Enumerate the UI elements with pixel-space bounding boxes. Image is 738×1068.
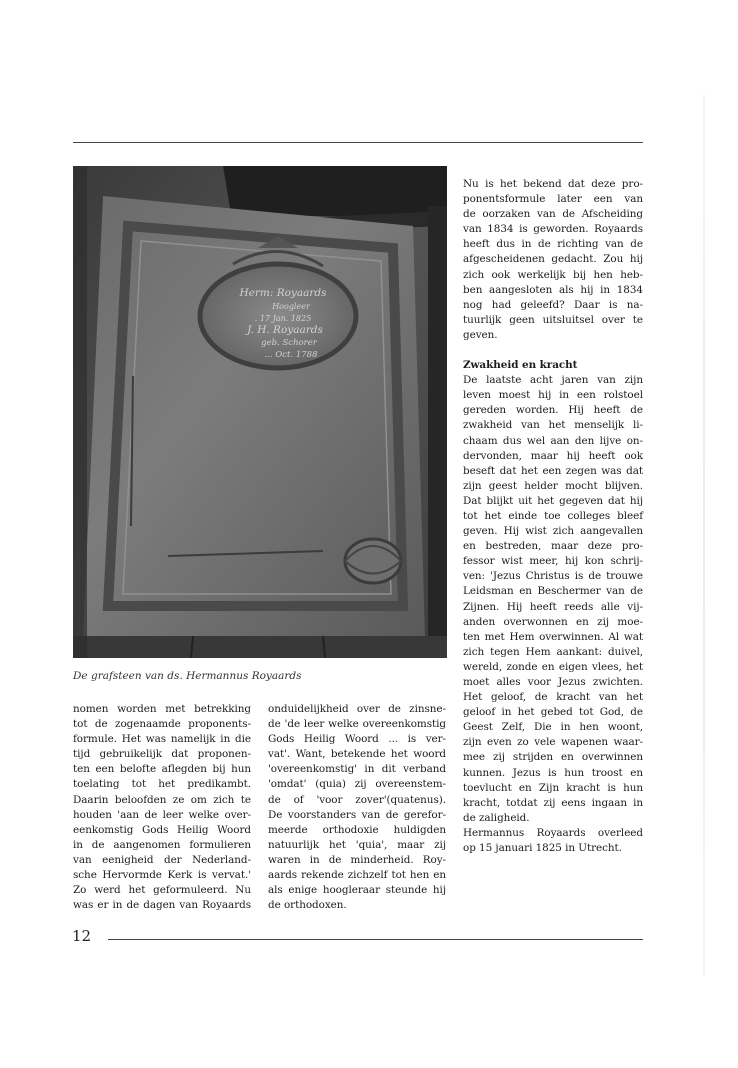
text-line: nomen worden met betrekking [73,703,251,715]
text-line: meerde orthodoxie huldigden [268,823,446,836]
page-number: 12 [72,927,92,945]
text-line: de of 'voor zover'(quatenus). [268,793,446,806]
text-line: op 15 januari 1825 in Utrecht. [463,842,622,855]
text-line: Het geloof, de kracht van het [463,691,643,704]
text-line: ten een belofte aflegden bij hun [73,763,251,776]
inscription-line: geb. Schorer [261,338,317,348]
text-line: De laatste acht jaren van zijn [463,374,643,387]
text-line: gereden worden. Hij heeft de [463,404,643,417]
text-line: afgescheidenen gedacht. Zou hij [463,253,643,266]
section-heading: Zwakheid en kracht [463,359,578,372]
text-line: zijn even zo vele wapenen waar- [463,736,643,749]
footer-rule [108,939,643,940]
text-line: tot het einde toe colleges bleef [463,509,643,522]
text-line: geven. Hij wist zich aangevallen [463,525,643,538]
text-line: ten met Hem overwinnen. Al wat [463,630,643,643]
inscription-line: . 17 Jan. 1825 [254,314,312,323]
inscription-line: Hoogleer [272,302,310,311]
gravestone-image [73,166,447,658]
text-column-2 [268,702,446,913]
text-line: zwakheid van het menselijk li- [463,419,643,432]
text-line: tijd gebruikelijk dat proponen- [73,748,251,761]
gravestone-photo [73,166,447,658]
text-line: Daarin beloofden ze om zich te [73,793,251,806]
photo-caption: De grafsteen van ds. Hermannus Royaards [73,670,302,682]
text-line: chaam dus wel aan den lijve on- [463,434,643,447]
text-line: mee zij strijden en overwinnen [463,751,643,764]
text-line: heeft dus in de richting van de [463,238,643,251]
text-line: de 'de leer welke overeenkomstig [268,718,446,731]
text-line: fessor wist meer, hij kon schrij- [463,555,643,568]
text-line: nog had geleefd? Daar is na- [463,298,643,311]
text-line: en bestreden, maar deze pro- [463,540,643,553]
text-line: waren in de minderheid. Roy- [268,853,446,866]
text-line: leven moest hij in een rolstoel [463,389,643,402]
text-line: formule. Het was namelijk in die [73,733,251,746]
text-line: toelating tot het predikambt. [73,778,251,791]
text-line: dervonden, maar hij heeft ook [463,449,643,462]
text-line: Gods Heilig Woord ... is ver- [268,733,446,746]
text-line: tot de zogenaamde proponents- [73,718,251,731]
header-rule [73,142,643,143]
text-line: ben aangesloten als hij in 1834 [463,283,643,296]
text-line: als enige hoogleraar steunde hij [268,884,446,897]
text-line: Dat blijkt uit het gegeven dat hij [463,494,643,507]
text-line: Hermannus Royaards overleed [463,826,643,839]
text-line: de orthodoxen. [268,899,347,912]
text-line: 'omdat' (quia) zij overeenstem- [268,778,446,791]
paragraph-2 [463,373,643,856]
text-line: sche Hervormde Kerk is vervat.' [73,869,251,882]
text-line: kunnen. Jezus is hun troost en [463,766,643,779]
text-line: moet alles voor Jezus zwichten. [463,676,643,688]
text-column-1 [73,702,251,913]
text-line: vat'. Want, betekende het woord [268,748,446,761]
inscription-line: ... Oct. 1788 [264,350,318,360]
text-line: van 1834 is geworden. Royaards [463,223,643,236]
text-line: Zo werd het geformuleerd. Nu [73,884,251,897]
text-line: in de aangenomen formulieren [73,838,251,851]
text-line: kracht, totdat zij eens ingaan in [463,796,643,809]
text-line: de oorzaken van de Afscheiding [463,208,643,221]
text-line: eenkomstig Gods Heilig Woord [73,823,251,836]
text-line: zich ook werkelijk bij hen heb- [463,268,643,281]
text-line: Nu is het bekend dat deze pro- [463,178,643,190]
text-line: wereld, zonde en eigen vlees, het [463,660,643,673]
text-line: was er in de dagen van Royaards [73,899,251,912]
text-line: geven. [463,328,498,341]
text-line: geloof in het gebed tot God, de [463,706,643,719]
text-line: aards rekende zichzelf tot hen en [268,869,446,882]
text-line: Zijnen. Hij heeft reeds alle vij- [463,600,643,613]
text-line: Leidsman en Beschermer van de [463,585,643,598]
text-line: 'overeenkomstig' in dit verband [268,763,446,776]
text-line: onduidelijkheid over de zinsne- [268,703,446,715]
text-line: natuurlijk het 'quia', maar zij [268,838,446,851]
text-line: tuurlijk geen uitsluitsel over te [463,313,643,326]
page-edge-shadow [703,95,705,975]
text-line: ponentsformule later een van [463,193,643,206]
text-line: van eenigheid der Nederland- [73,853,251,866]
text-line: zich tegen Hem aankant: duivel, [463,645,643,658]
inscription-line: J. H. Royaards [247,324,323,336]
paragraph-1 [463,177,643,343]
inscription-line: Herm: Royaards [239,287,327,299]
text-line: Geest Zelf, Die in hen woont, [463,721,643,734]
text-line: toevlucht en Zijn kracht is hun [463,781,643,794]
text-line: zijn geest helder mocht blijven. [463,479,643,492]
text-column-3 [463,177,643,856]
text-line: anden overwonnen en zij moe- [463,615,643,628]
text-line: de zaligheid. [463,811,530,824]
text-line: De voorstanders van de gerefor- [268,808,446,821]
text-line: ven: 'Jezus Christus is de trouwe [463,570,643,583]
text-line: houden 'aan de leer welke over- [73,808,251,821]
text-line: beseft dat het een zegen was dat [463,464,643,477]
